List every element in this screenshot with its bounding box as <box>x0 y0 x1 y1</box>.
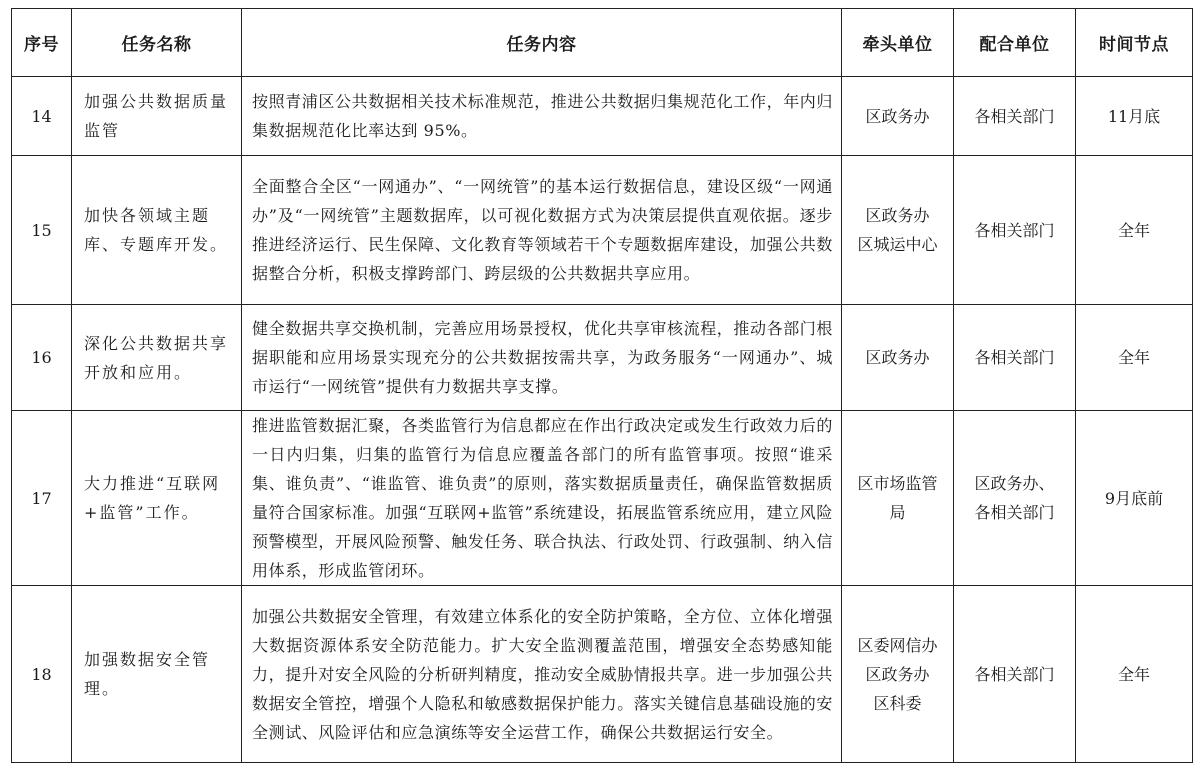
table-row <box>12 411 1193 586</box>
coop-unit-line: 各相关部门 <box>974 503 1055 522</box>
row-lead-unit <box>842 411 954 586</box>
header-time: 时间节点 <box>1076 9 1193 77</box>
row-time: 全年 <box>1076 156 1193 305</box>
row-time: 全年 <box>1076 305 1193 411</box>
row-time: 全年 <box>1076 586 1193 763</box>
header-lead: 牵头单位 <box>842 9 954 77</box>
lead-unit-line: 局 <box>889 503 906 522</box>
table-row <box>12 77 1193 156</box>
coop-unit-line: 区政务办、 <box>974 474 1055 493</box>
row-lead-unit <box>842 586 954 763</box>
lead-unit-line: 区政务办 <box>865 106 930 126</box>
row-task-content: 健全数据共享交换机制，完善应用场景授权，优化共享审核流程，推动各部门根据职能和应用场景实现充分的公共数据按需共享，为政务服务“一网通办”、城市运行“一网统管”提供有力数据共享支撑。 <box>242 305 842 411</box>
table-row <box>12 586 1193 763</box>
header-num: 序号 <box>12 9 72 77</box>
header-content: 任务内容 <box>242 9 842 77</box>
task-table <box>11 8 1193 763</box>
row-coop-unit <box>954 156 1076 305</box>
row-task-content: 推进监管数据汇聚，各类监管行为信息都应在作出行政决定或发生行政效力后的一日内归集，归集的监管行为信息应覆盖各部门的所有监管事项。按照“谁采集、谁负责”、“谁监管、谁负责”的原则，落实数据质量责任，确保监管数据质量符合国家标准。加强“互联网+监管”系统建设，拓展监管系统应用，建立风险预警模型，开展风险预警、触发任务、联合执法、行政处罚、行政强制、纳入信用体系，形成监管闭环。 <box>242 411 842 586</box>
row-num: 18 <box>12 586 72 763</box>
lead-unit-line: 区政务办 <box>865 348 930 367</box>
coop-unit-line: 各相关部门 <box>974 220 1055 240</box>
header-coop: 配合单位 <box>954 9 1076 77</box>
row-lead-unit <box>842 305 954 411</box>
row-num: 17 <box>12 411 72 586</box>
row-lead-unit <box>842 77 954 156</box>
lead-unit-line: 区政务办 <box>865 664 930 684</box>
table-row <box>12 156 1193 305</box>
row-coop-unit <box>954 411 1076 586</box>
row-coop-unit <box>954 77 1076 156</box>
lead-unit-line: 区委网信办 <box>857 635 938 655</box>
row-time: 9月底前 <box>1076 411 1193 586</box>
lead-unit-line: 区市场监管 <box>857 474 938 493</box>
row-task-name: 深化公共数据共享开放和应用。 <box>72 305 242 411</box>
lead-unit-line: 区科委 <box>873 693 922 713</box>
row-num: 16 <box>12 305 72 411</box>
row-time: 11月底 <box>1076 77 1193 156</box>
row-task-content: 全面整合全区“一网通办”、“一网统管”的基本运行数据信息，建设区级“一网通办”及“一网统管”主题数据库，以可视化数据方式为决策层提供直观依据。逐步推进经济运行、民生保障、文化教育等领域若干个专题数据库建设，加强公共数据整合分析，积极支撑跨部门、跨层级的公共数据共享应用。 <box>242 156 842 305</box>
coop-unit-line: 各相关部门 <box>974 106 1055 126</box>
row-lead-unit <box>842 156 954 305</box>
coop-unit-line: 各相关部门 <box>974 348 1055 367</box>
table-row <box>12 305 1193 411</box>
row-coop-unit <box>954 305 1076 411</box>
row-task-name: 加强公共数据质量监管 <box>72 77 242 156</box>
row-task-content: 加强公共数据安全管理，有效建立体系化的安全防护策略，全方位、立体化增强大数据资源体系安全防范能力。扩大安全监测覆盖范围，增强安全态势感知能力，提升对安全风险的分析研判精度，推动安全威胁情报共享。进一步加强公共数据安全管控，增强个人隐私和敏感数据保护能力。落实关键信息基础设施的安全测试、风险评估和应急演练等安全运营工作，确保公共数据运行安全。 <box>242 586 842 763</box>
coop-unit-line: 各相关部门 <box>974 664 1055 684</box>
row-task-name: 加强数据安全管理。 <box>72 586 242 763</box>
lead-unit-line: 区城运中心 <box>857 235 938 254</box>
header-row <box>12 9 1193 77</box>
row-task-content: 按照青浦区公共数据相关技术标准规范，推进公共数据归集规范化工作，年内归集数据规范化比率达到 95%。 <box>242 77 842 156</box>
row-num: 14 <box>12 77 72 156</box>
header-name: 任务名称 <box>72 9 242 77</box>
row-task-name: 加快各领域主题库、专题库开发。 <box>72 156 242 305</box>
row-num: 15 <box>12 156 72 305</box>
row-task-name: 大力推进“互联网+监管”工作。 <box>72 411 242 586</box>
row-coop-unit <box>954 586 1076 763</box>
lead-unit-line: 区政务办 <box>865 206 930 225</box>
